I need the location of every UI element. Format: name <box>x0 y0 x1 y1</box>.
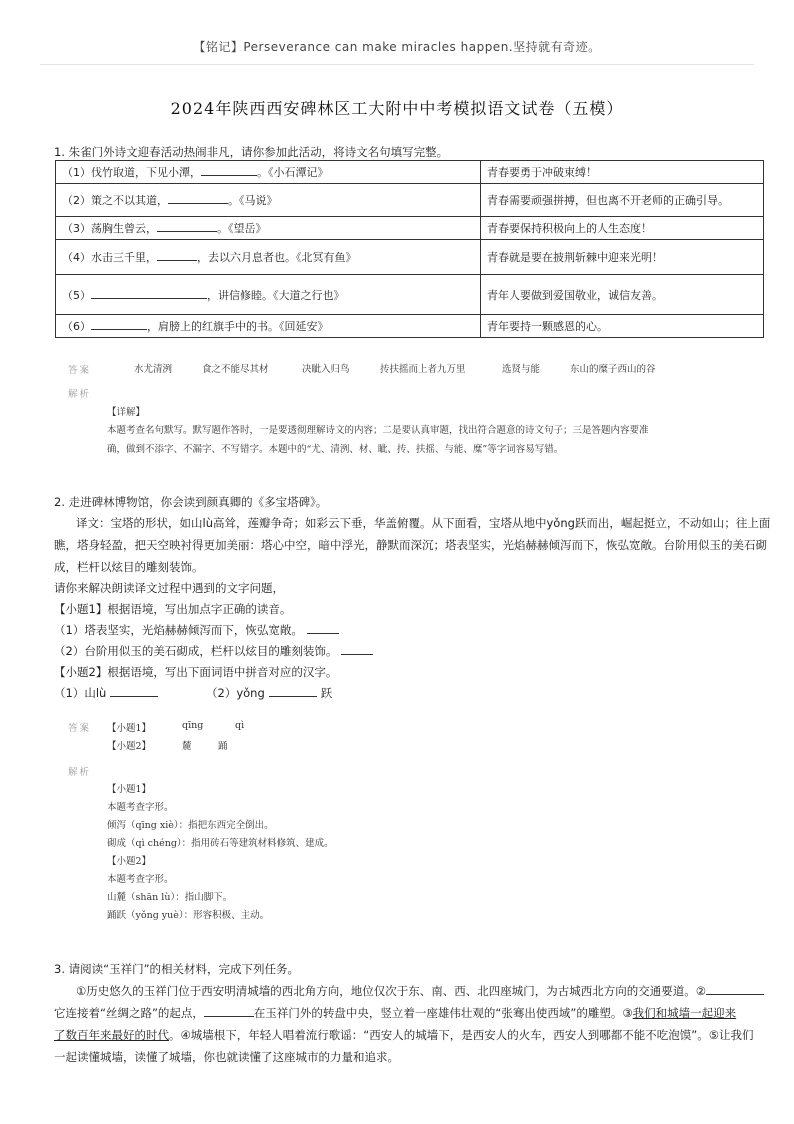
sub-item-text: （2）yǒng <box>206 686 265 700</box>
motto-banner: 【铭记】Perseverance can make miracles happen.坚持就有奇迹。 <box>193 40 601 54</box>
poem-cell <box>56 217 481 240</box>
poem-cell <box>56 184 481 217</box>
answer-blank[interactable] <box>706 983 764 995</box>
q1-heading: 1. 朱雀门外诗文迎春活动热闹非凡，请你参加此活动，将诗文名句填写完整。 <box>54 145 449 159</box>
passage-text: 。④城墙根下，年轻人唱着流行歌谣：“西安人的城墙下，是西安人的火车，西安人到哪都不能不吃泡馍”。⑤让我们 <box>169 1028 754 1042</box>
answer-blank[interactable] <box>157 249 197 261</box>
table-row <box>56 240 764 275</box>
table-row <box>56 217 764 240</box>
answer-blank[interactable] <box>204 1005 254 1017</box>
answer-blank[interactable] <box>168 192 228 204</box>
q3-passage-line <box>76 983 764 999</box>
q1-answer-6: 东山的糜子西山的谷 <box>570 364 656 375</box>
answer-blank[interactable] <box>201 164 257 176</box>
q3-passage-line <box>54 1027 754 1043</box>
q2-translation-line: 瞧，塔身轻盈，把天空映衬得更加美丽：塔心中空，暗中浮光，静默而深沉；塔表坚实，光焰赫赫倾泻而下，恢弘宽敞。台阶用似玉的美石砌 <box>54 538 767 552</box>
q2-translation-line: 译文：宝塔的形状，如山lù高耸，莲瓣争奇；如彩云下垂，华盖俯覆。从下面看，宝塔从地中yǒng跃而出，崛起挺立，不动如山；往上面 <box>76 516 771 530</box>
q1-detail-heading: 【详解】 <box>107 407 146 418</box>
poem-text: （6） <box>62 320 91 333</box>
table-row <box>56 184 764 217</box>
poem-text: （4）水击三千里， <box>62 251 157 264</box>
q2-analysis-line: 砌成（qì chéng）：指用砖石等建筑材料修筑、建成。 <box>107 838 334 849</box>
q1-poem-table <box>55 160 764 338</box>
q3-passage-line: 一起读懂城墙，读懂了城墙，你也就读懂了这座城市的力量和追求。 <box>54 1050 399 1064</box>
q2-answer-value: qīng <box>182 720 204 731</box>
poem-cell <box>56 161 481 184</box>
q2-sub2-item <box>206 685 332 701</box>
q2-analysis-line: 本题考查字形。 <box>107 874 174 885</box>
q2-analysis-label: 解析 <box>68 767 92 778</box>
underlined-sentence: 了数百年来最好的时代 <box>54 1028 169 1042</box>
q2-analysis-tag: 【小题1】 <box>107 784 152 795</box>
q2-analysis-line: 山麓（shān lù）：指山脚下。 <box>107 892 233 903</box>
q2-sub2-heading: 【小题2】根据语境，写出下面词语中拼音对应的汉字。 <box>54 665 338 679</box>
table-row <box>56 161 764 184</box>
answer-blank[interactable] <box>157 220 217 232</box>
theme-cell: 青春需要顽强拼搏，但也离不开老师的正确引导。 <box>481 184 764 217</box>
q2-analysis-line: 倾泻（qīng xiè）：指把东西完全倒出。 <box>107 820 274 831</box>
poem-source: 。《小石潭记》 <box>257 166 329 179</box>
q2-answer-label: 答案 <box>68 723 92 734</box>
theme-cell: 青年人要做到爱国敬业，诚信友善。 <box>481 275 764 315</box>
poem-source: 。《望岳》 <box>217 222 267 235</box>
q1-detail-line: 本题考查名句默写。默写题作答时，一是要透彻理解诗文的内容；二是要认真审题，找出符合题意的诗文句子；三是答题内容要准 <box>107 425 649 436</box>
poem-text: （3）荡胸生曾云， <box>62 222 157 235</box>
q2-sub2-item <box>54 685 158 701</box>
poem-source: ，肩膀上的红旗手中的书。《回延安》 <box>147 320 329 333</box>
q1-detail-line: 确，做到不添字、不漏字、不写错字。本题中的“尤、清洌、材、眦、抟、扶摇、与能、糜”等字词容易写错。 <box>107 444 564 455</box>
answer-blank[interactable] <box>341 643 373 655</box>
underlined-sentence: 我们和城墙一起迎来 <box>632 1006 737 1020</box>
theme-cell: 青春要保持积极向上的人生态度！ <box>481 217 764 240</box>
theme-cell: 青年要持一颗感恩的心。 <box>481 315 764 338</box>
q2-answer-value: 踊 <box>218 741 228 752</box>
answer-blank[interactable] <box>269 685 317 697</box>
q1-answer-1: 水尤清洌 <box>134 364 173 375</box>
passage-text: 它连接着“丝绸之路”的起点， <box>54 1006 204 1020</box>
q2-analysis-tag: 【小题2】 <box>107 856 152 867</box>
q2-sub1-item <box>54 622 339 638</box>
answer-blank[interactable] <box>110 685 158 697</box>
sub-item-text: （1）塔表坚实，光焰赫赫倾泻而下，恢弘宽敞。 <box>54 623 303 637</box>
poem-source: ，讲信修睦。《大道之行也》 <box>207 288 345 302</box>
answer-blank[interactable] <box>91 318 147 330</box>
theme-cell: 青春要勇于冲破束缚！ <box>481 161 764 184</box>
q1-answer-4: 抟扶摇而上者九万里 <box>380 364 466 375</box>
q3-passage-line <box>54 1005 736 1021</box>
poem-source: 。《马说》 <box>228 194 278 207</box>
exam-title: 2024年陕西西安碑林区工大附中中考模拟语文试卷（五模） <box>170 99 624 118</box>
sub-item-text: （1）山lù <box>54 686 107 700</box>
q2-translation-line: 成，栏杆以炫目的雕刻装饰。 <box>54 560 204 574</box>
poem-cell <box>56 315 481 338</box>
poem-text: （2）策之不以其道， <box>62 194 168 207</box>
poem-cell <box>56 240 481 275</box>
q2-sub1-item <box>54 643 373 659</box>
answer-blank[interactable] <box>307 622 339 634</box>
passage-text: 在玉祥门外的转盘中央，竖立着一座雄伟壮观的“张骞出使西域”的雕塑。③ <box>253 1006 633 1020</box>
q1-answer-2: 食之不能尽其材 <box>202 364 269 375</box>
q3-heading: 3. 请阅读“玉祥门”的相关材料，完成下列任务。 <box>54 962 300 976</box>
q2-answer-value: 麓 <box>182 741 192 752</box>
q1-analysis-label: 解析 <box>68 389 92 400</box>
q2-sub1-heading: 【小题1】根据语境，写出加点字正确的读音。 <box>54 602 292 616</box>
q2-heading: 2. 走进碑林博物馆，你会读到颜真卿的《多宝塔碑》。 <box>54 495 328 509</box>
table-row <box>56 275 764 315</box>
poem-text: （1）伐竹取道，下见小潭， <box>62 166 201 179</box>
sub-item-text: （2）台阶用似玉的美石砌成，栏杆以炫目的雕刻装饰。 <box>54 644 338 658</box>
poem-text: （5） <box>62 288 91 302</box>
poem-cell <box>56 275 481 315</box>
answer-blank[interactable] <box>91 287 207 299</box>
table-row <box>56 315 764 338</box>
q2-answer-tag: 【小题2】 <box>107 741 152 752</box>
q1-answer-label: 答案 <box>68 365 92 376</box>
q2-answer-tag: 【小题1】 <box>107 723 152 734</box>
theme-cell: 青春就是要在披荆斩棘中迎来光明！ <box>481 240 764 275</box>
q2-analysis-line: 本题考查字形。 <box>107 802 174 813</box>
sub-item-text: 跃 <box>320 686 333 700</box>
q2-analysis-line: 踊跃（yǒng yuè）：形容积极、主动。 <box>107 910 270 921</box>
passage-text: ①历史悠久的玉祥门位于西安明清城墙的西北角方向，地位仅次于东、南、西、北四座城门，为古城西北方向的交通要道。② <box>76 984 707 998</box>
q1-answer-5: 选贤与能 <box>502 364 541 375</box>
q2-instruction: 请你来解决朗读译文过程中遇到的文字问题， <box>54 581 284 595</box>
q1-answer-3: 决眦入归鸟 <box>302 364 350 375</box>
header-divider <box>40 64 754 65</box>
poem-source: ，去以六月息者也。《北冥有鱼》 <box>197 251 357 264</box>
q2-answer-value: qì <box>235 720 245 731</box>
